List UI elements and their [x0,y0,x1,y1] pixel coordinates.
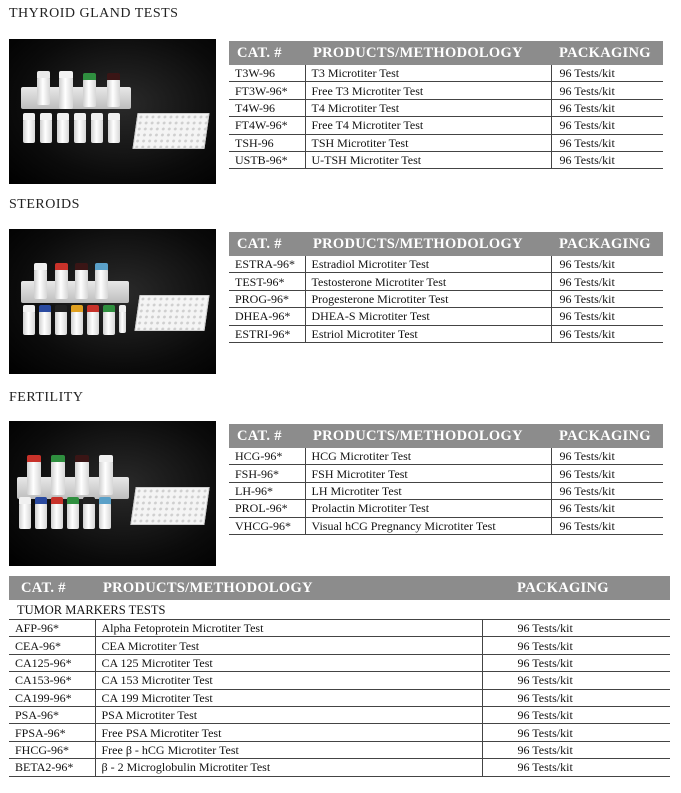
table-header-row [229,424,663,448]
cat-number: PROL-96* [229,500,305,517]
table-row [229,117,663,134]
table-row [229,256,663,273]
section-title-fertility: FERTILITY [9,390,84,405]
packaging: 96 Tests/kit [551,117,663,134]
header-product: PRODUCTS/METHODOLOGY [305,232,551,256]
thyroid-product-table [229,41,663,169]
table-row [9,672,670,689]
cat-number: T4W-96 [229,99,305,116]
packaging: 96 Tests/kit [551,465,663,482]
table-row [9,706,670,723]
product-name: Estradiol Microtiter Test [305,256,551,273]
product-name: PSA Microtiter Test [95,706,482,723]
table-row [9,689,670,706]
packaging: 96 Tests/kit [551,65,663,82]
packaging: 96 Tests/kit [551,256,663,273]
product-name: Prolactin Microtiter Test [305,500,551,517]
table-header-row [229,232,663,256]
table-row [229,482,663,499]
tumor-markers-product-table [9,576,670,777]
cat-number: PROG-96* [229,290,305,307]
cat-number: CA125-96* [9,654,95,671]
product-name: HCG Microtiter Test [305,448,551,465]
table-header-row [9,576,670,600]
table-row [229,290,663,307]
header-product: PRODUCTS/METHODOLOGY [305,41,551,65]
cat-number: BETA2-96* [9,759,95,776]
table-row [9,637,670,654]
product-name: DHEA-S Microtiter Test [305,308,551,325]
cat-number: CEA-96* [9,637,95,654]
product-name: β - 2 Microglobulin Microtiter Test [95,759,482,776]
product-name: Visual hCG Pregnancy Microtiter Test [305,517,551,534]
packaging: 96 Tests/kit [551,134,663,151]
product-name: CA 153 Microtiter Test [95,672,482,689]
table-row [9,759,670,776]
product-name: U-TSH Microtiter Test [305,151,551,168]
cat-number: T3W-96 [229,65,305,82]
product-photo-steroids [9,229,216,374]
header-cat: CAT. # [229,424,305,448]
header-packaging: PACKAGING [551,424,663,448]
product-photo-fertility [9,421,216,566]
cat-number: VHCG-96* [229,517,305,534]
product-name: Testosterone Microtiter Test [305,273,551,290]
packaging: 96 Tests/kit [551,99,663,116]
cat-number: FPSA-96* [9,724,95,741]
cat-number: FSH-96* [229,465,305,482]
cat-number: FT3W-96* [229,82,305,99]
header-cat: CAT. # [229,41,305,65]
section-title-thyroid: THYROID GLAND TESTS [9,6,179,21]
header-packaging: PACKAGING [482,576,670,600]
table-header-row [229,41,663,65]
table-row [229,134,663,151]
table-row [229,151,663,168]
product-name: Free PSA Microtiter Test [95,724,482,741]
product-name: Free β - hCG Microtiter Test [95,741,482,758]
packaging: 96 Tests/kit [482,741,670,758]
product-photo-thyroid [9,39,216,184]
cat-number: PSA-96* [9,706,95,723]
table-row [9,724,670,741]
packaging: 96 Tests/kit [551,500,663,517]
product-name: Estriol Microtiter Test [305,325,551,342]
table-row [9,741,670,758]
packaging: 96 Tests/kit [482,654,670,671]
product-name: LH Microtiter Test [305,482,551,499]
packaging: 96 Tests/kit [551,448,663,465]
table-row [9,620,670,637]
header-cat: CAT. # [229,232,305,256]
header-product: PRODUCTS/METHODOLOGY [305,424,551,448]
table-row [229,273,663,290]
cat-number: DHEA-96* [229,308,305,325]
table-row [229,325,663,342]
packaging: 96 Tests/kit [482,637,670,654]
product-name: Progesterone Microtiter Test [305,290,551,307]
cat-number: FHCG-96* [9,741,95,758]
packaging: 96 Tests/kit [482,689,670,706]
product-name: CA 199 Microtiter Test [95,689,482,706]
cat-number: USTB-96* [229,151,305,168]
cat-number: ESTRI-96* [229,325,305,342]
product-name: Free T3 Microtiter Test [305,82,551,99]
packaging: 96 Tests/kit [551,151,663,168]
packaging: 96 Tests/kit [551,482,663,499]
packaging: 96 Tests/kit [551,82,663,99]
header-product: PRODUCTS/METHODOLOGY [95,576,482,600]
section-title-steroids: STEROIDS [9,197,80,212]
table-row [229,517,663,534]
header-packaging: PACKAGING [551,232,663,256]
packaging: 96 Tests/kit [551,517,663,534]
cat-number: CA199-96* [9,689,95,706]
cat-number: LH-96* [229,482,305,499]
packaging: 96 Tests/kit [482,620,670,637]
cat-number: FT4W-96* [229,117,305,134]
product-name: FSH Microtiter Test [305,465,551,482]
cat-number: CA153-96* [9,672,95,689]
cat-number: ESTRA-96* [229,256,305,273]
packaging: 96 Tests/kit [482,724,670,741]
product-name: Alpha Fetoprotein Microtiter Test [95,620,482,637]
tumor-markers-subtitle: TUMOR MARKERS TESTS [9,600,670,620]
packaging: 96 Tests/kit [551,273,663,290]
product-name: T3 Microtiter Test [305,65,551,82]
table-row [229,65,663,82]
product-name: Free T4 Microtiter Test [305,117,551,134]
table-row [229,82,663,99]
packaging: 96 Tests/kit [551,290,663,307]
packaging: 96 Tests/kit [551,325,663,342]
packaging: 96 Tests/kit [482,706,670,723]
packaging: 96 Tests/kit [551,308,663,325]
table-row [229,448,663,465]
steroids-product-table [229,232,663,343]
table-row [229,500,663,517]
product-name: CEA Microtiter Test [95,637,482,654]
product-name: TSH Microtiter Test [305,134,551,151]
table-row [229,308,663,325]
packaging: 96 Tests/kit [482,672,670,689]
packaging: 96 Tests/kit [482,759,670,776]
table-row [9,654,670,671]
header-packaging: PACKAGING [551,41,663,65]
table-row [229,465,663,482]
table-row [229,99,663,116]
cat-number: TEST-96* [229,273,305,290]
header-cat: CAT. # [9,576,95,600]
cat-number: TSH-96 [229,134,305,151]
product-name: T4 Microtiter Test [305,99,551,116]
product-name: CA 125 Microtiter Test [95,654,482,671]
fertility-product-table [229,424,663,535]
table-subheader-row [9,600,670,620]
cat-number: AFP-96* [9,620,95,637]
cat-number: HCG-96* [229,448,305,465]
